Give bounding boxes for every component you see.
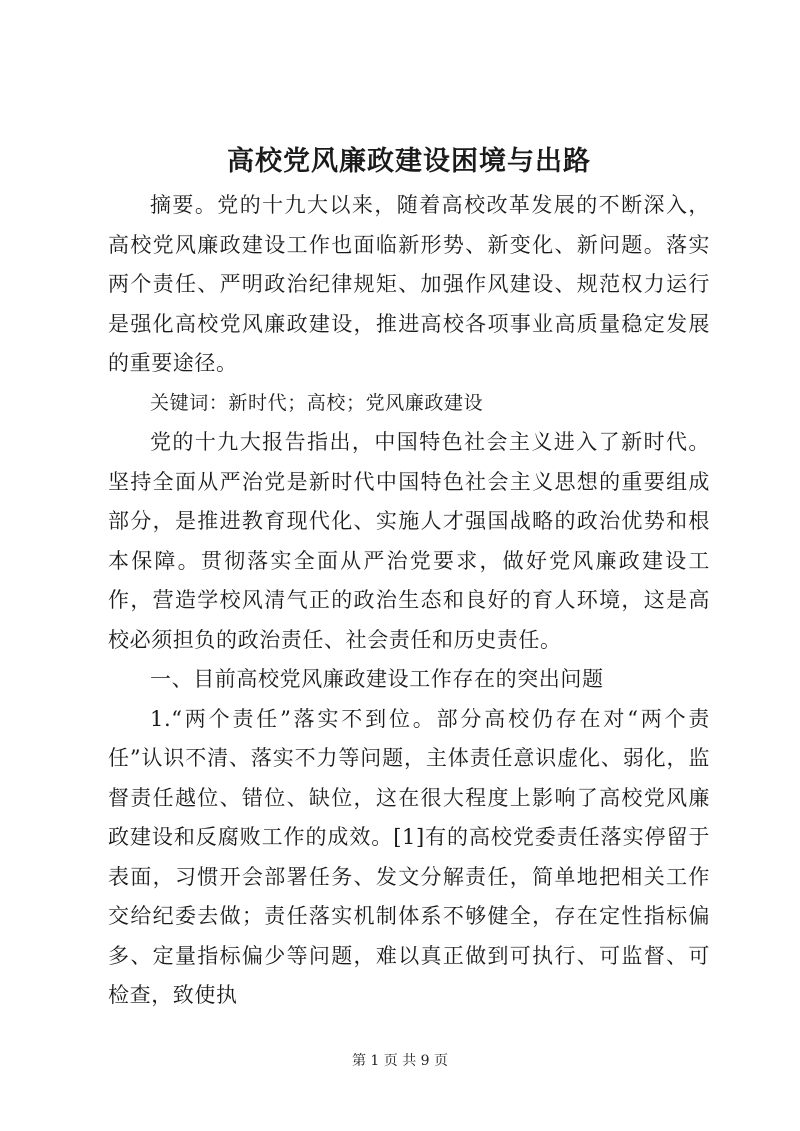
point-1-paragraph: 1.“两个责任”落实不到位。部分高校仍存在对“两个责任”认识不清、落实不力等问题，主体责任意识虚化、弱化，监督责任越位、错位、缺位，这在很大程度上影响了高校党风廉政建设和反腐败工作的成效。[1]有的高校党委责任落实停留于表面，习惯开会部署任务、发文分解责任，简单地把相关工作交给纪委去做；责任落实机制体系不够健全，存在定性指标偏多、定量指标偏少等问题，难以真正做到可执行、可监督、可检查，致使执 [108, 706, 710, 1007]
document-title: 高校党风廉政建设困境与出路 [227, 146, 591, 177]
keywords-line: 关键词：新时代；高校；党风廉政建设 [150, 391, 484, 414]
intro-paragraph: 党的十九大报告指出，中国特色社会主义进入了新时代。坚持全面从严治党是新时代中国特色社会主义思想的重要组成部分，是推进教育现代化、实施人才强国战略的政治优势和根本保障。贯彻落实全面从严治党要求，做好党风廉政建设工作，营造学校风清气正的政治生态和良好的育人环境，这是高校必须担负的政治责任、社会责任和历史责任。 [108, 430, 710, 652]
section-heading: 一、目前高校党风廉政建设工作存在的突出问题 [150, 667, 604, 691]
page-footer: 第 1 页 共 9 页 [351, 1053, 449, 1069]
document-page [108, 138, 710, 1016]
abstract-paragraph: 摘要。党的十九大以来，随着高校改革发展的不断深入，高校党风廉政建设工作也面临新形势、新变化、新问题。落实两个责任、严明政治纪律规矩、加强作风建设、规范权力运行是强化高校党风廉政建设，推进高校各项事业高质量稳定发展的重要途径。 [108, 193, 710, 375]
